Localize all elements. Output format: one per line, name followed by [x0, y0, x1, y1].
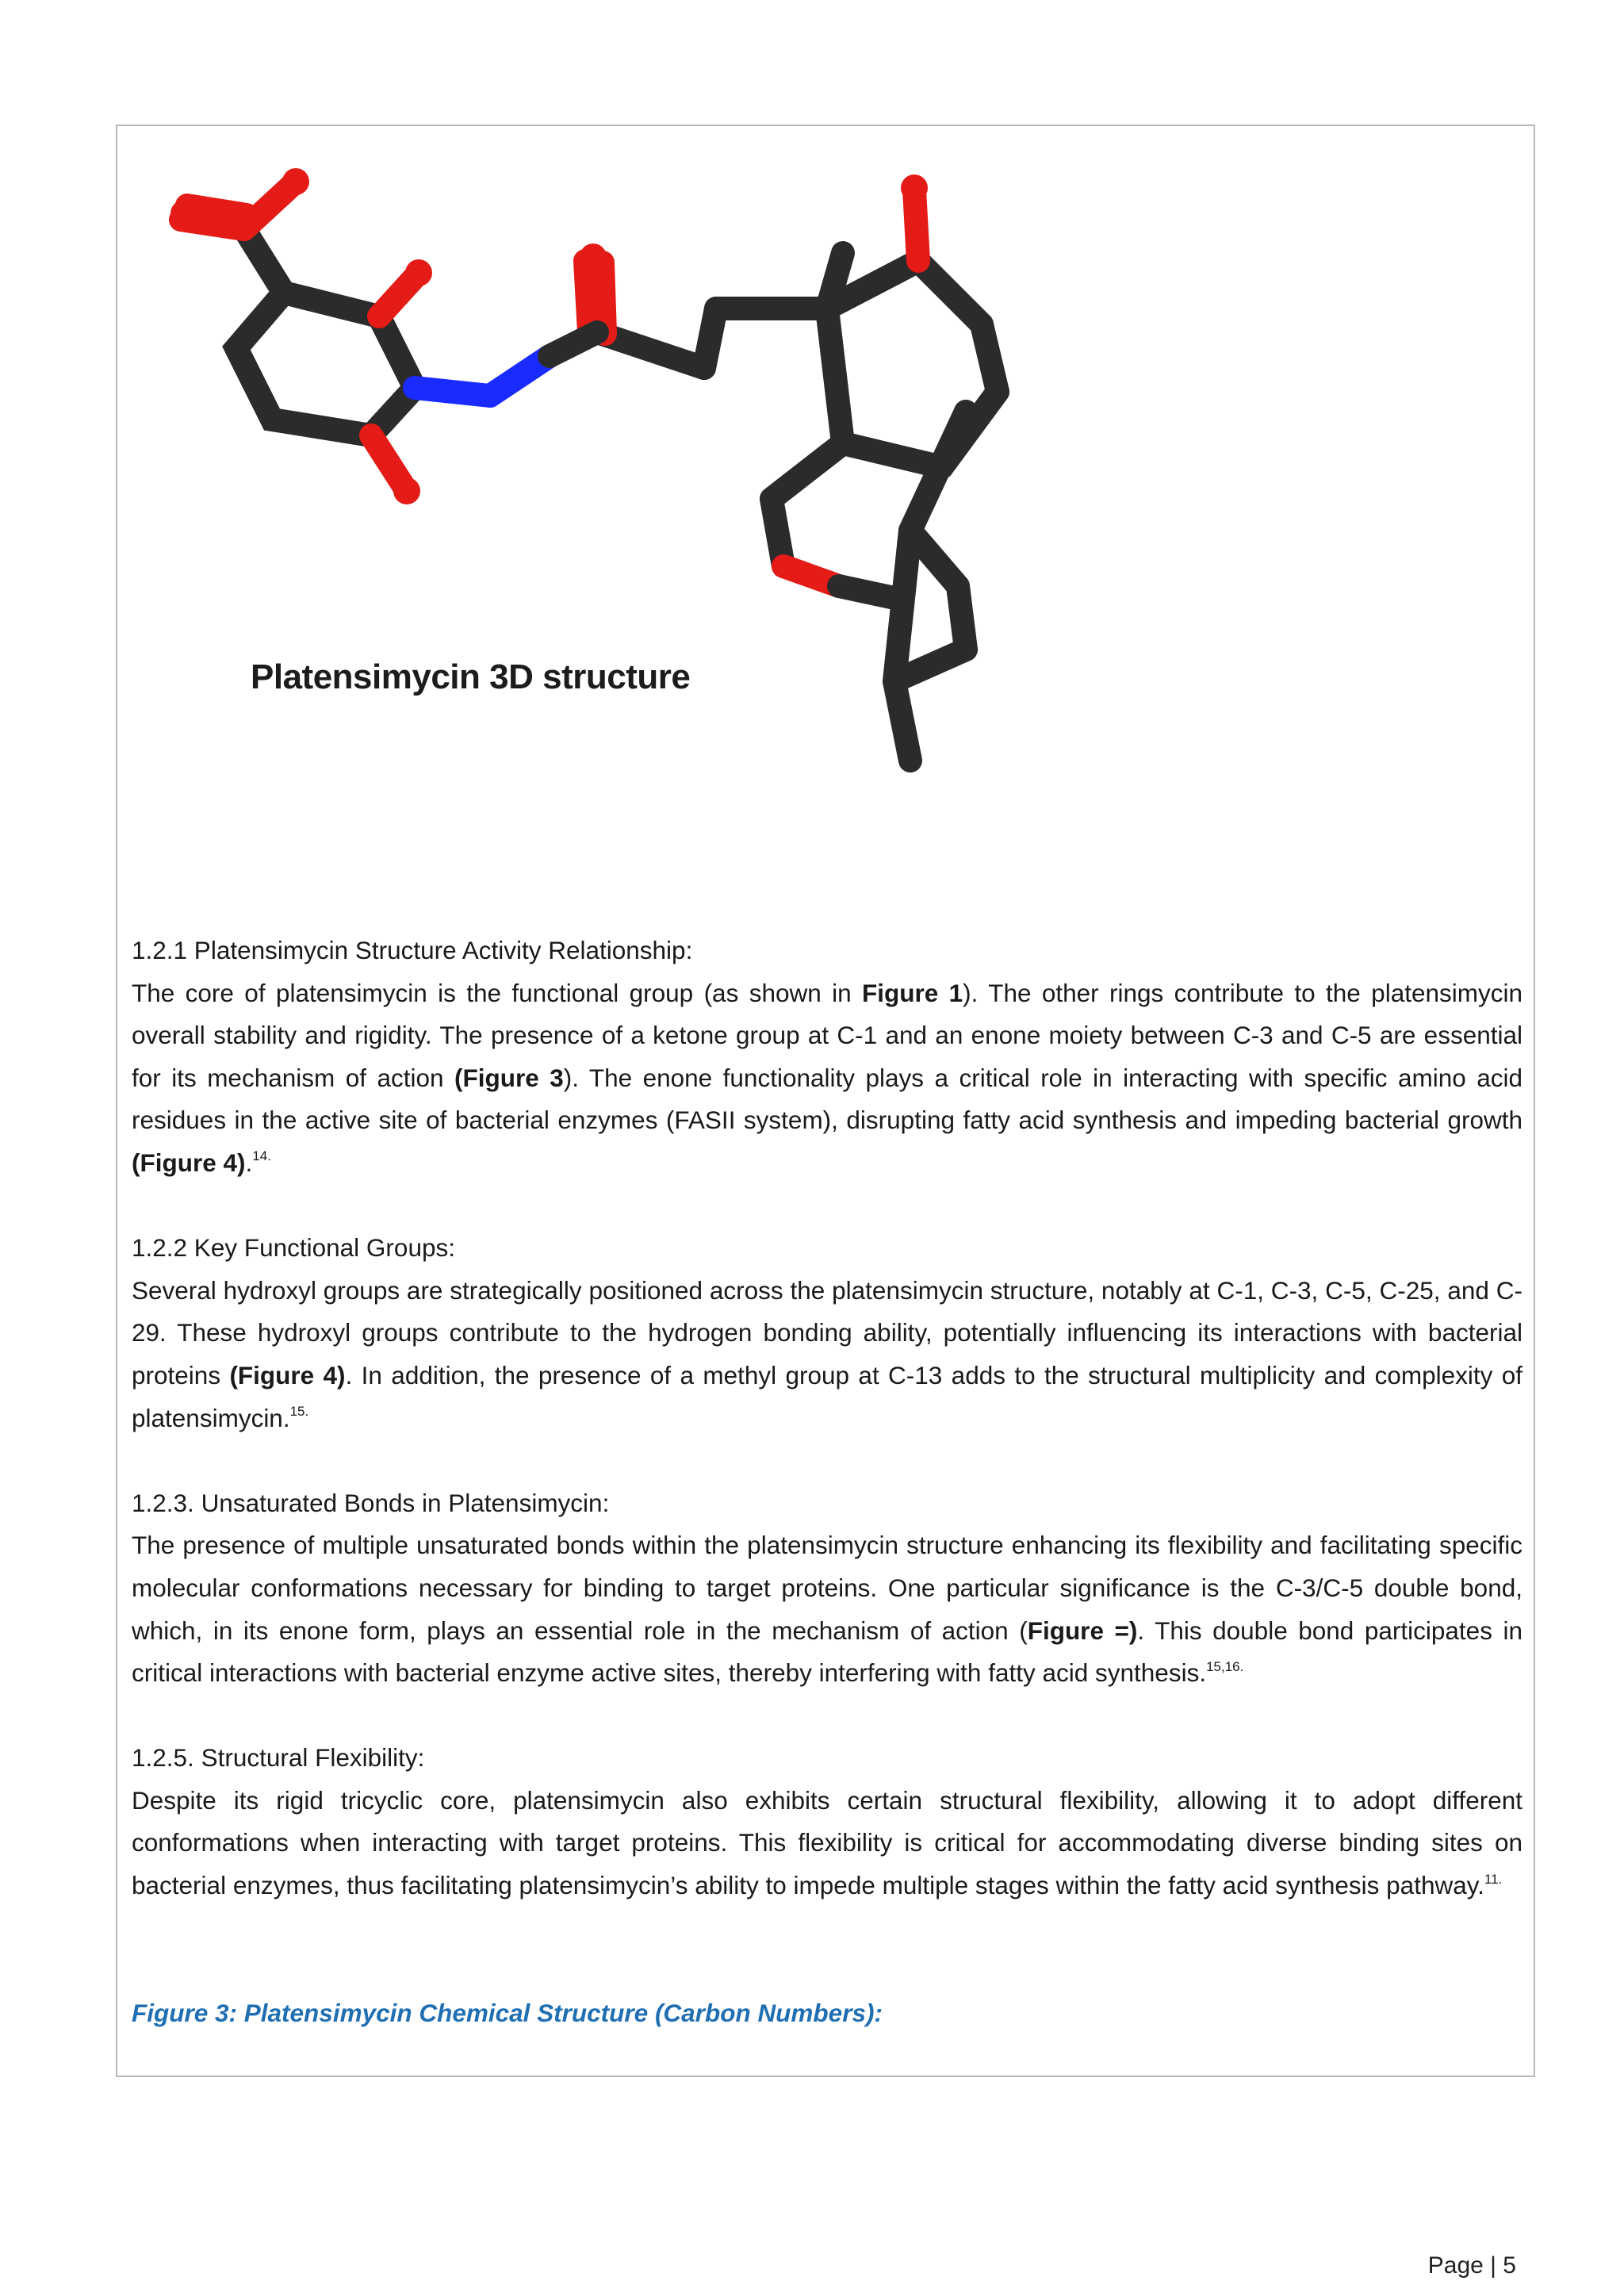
figure-image-label: Platensimycin 3D structure — [251, 657, 691, 696]
section-paragraph — [132, 1780, 1522, 1907]
figure-reference: (Figure 4) — [229, 1360, 346, 1389]
platensimycin-3d-structure-image — [117, 126, 1534, 919]
figure-reference: (Figure 3 — [454, 1063, 564, 1092]
paragraph-text: . This double bond participates in critical interactions with bacterial enzyme active sites, thereby interfering with fatty acid synthesis. — [132, 1616, 1522, 1688]
section-heading: 1.2.1 Platensimycin Structure Activity Relationship: — [132, 936, 693, 964]
spacer — [132, 1907, 1522, 1992]
citation-superscript: 15,16. — [1206, 1658, 1244, 1674]
content-frame — [116, 125, 1535, 2077]
oxygen-bonds — [181, 182, 918, 586]
paragraph-text: Several hydroxyl groups are strategically positioned across the platensimycin structure, notably at C-1, C-3, C-5, C-25, and C-29. These hydroxyl groups contribute to the hydrogen bonding ability, potentially influencing its interactions with bacterial proteins — [132, 1275, 1522, 1389]
spacer — [132, 1439, 1522, 1482]
spacer — [132, 1185, 1522, 1228]
section-paragraph — [132, 972, 1522, 1185]
paragraph-text: ). The other rings contribute to the platensimycin overall stability and rigidity. The presence of a ketone group at C-1 and an enone moiety between C-3 and C-5 are essential for its mechanism of action — [132, 978, 1523, 1092]
section-heading: 1.2.2 Key Functional Groups: — [132, 1233, 455, 1263]
figure-reference: (Figure 4) — [132, 1148, 246, 1177]
section-heading: 1.2.3. Unsaturated Bonds in Platensimycin: — [132, 1488, 610, 1517]
page-number: Page | 5 — [1427, 2252, 1516, 2279]
paragraph-text: . — [245, 1148, 253, 1177]
citation-superscript: 11. — [1484, 1871, 1503, 1887]
section-paragraph — [132, 1270, 1522, 1439]
figure-reference: Figure =) — [1027, 1616, 1138, 1645]
document-body — [132, 930, 1522, 2034]
paragraph-text: The core of platensimycin is the functional group (as shown in — [132, 978, 863, 1007]
figure-caption: Figure 3: Platensimycin Chemical Structure (Carbon Numbers): — [132, 1998, 883, 2027]
section-heading: 1.2.5. Structural Flexibility: — [132, 1743, 425, 1773]
figure-reference: Figure 1 — [862, 978, 963, 1007]
paragraph-text: ). The enone functionality plays a critical role in interacting with specific amino acid residues in the active site of bacterial enzymes (FASII system), disrupting fatty acid synthesis and impeding bacterial growth — [132, 1063, 1523, 1135]
citation-superscript: 15. — [289, 1404, 309, 1420]
spacer — [132, 1695, 1522, 1738]
paragraph-text: Despite its rigid tricyclic core, platensimycin also exhibits certain structural flexibility, allowing it to adopt different conformations when interacting with target proteins. This flexibility is critical for accommodating diverse binding sites on bacterial enzymes, thus facilitating platensimycin’s ability to impede multiple stages within the fatty acid synthesis pathway. — [132, 1785, 1522, 1900]
paragraph-text: . In addition, the presence of a methyl group at C-13 adds to the structural multiplicity and complexity of platensimycin. — [132, 1360, 1522, 1432]
nitrogen-bonds — [415, 356, 550, 396]
section-paragraph — [132, 1524, 1522, 1694]
citation-superscript: 14. — [252, 1148, 271, 1164]
paragraph-text: The presence of multiple unsaturated bonds within the platensimycin structure enhancing its flexibility and facilitating specific molecular conformations necessary for binding to target proteins. One particular significance is the C-3/C-5 double bond, which, in its enone form, plays an essential role in the mechanism of action ( — [132, 1531, 1522, 1645]
